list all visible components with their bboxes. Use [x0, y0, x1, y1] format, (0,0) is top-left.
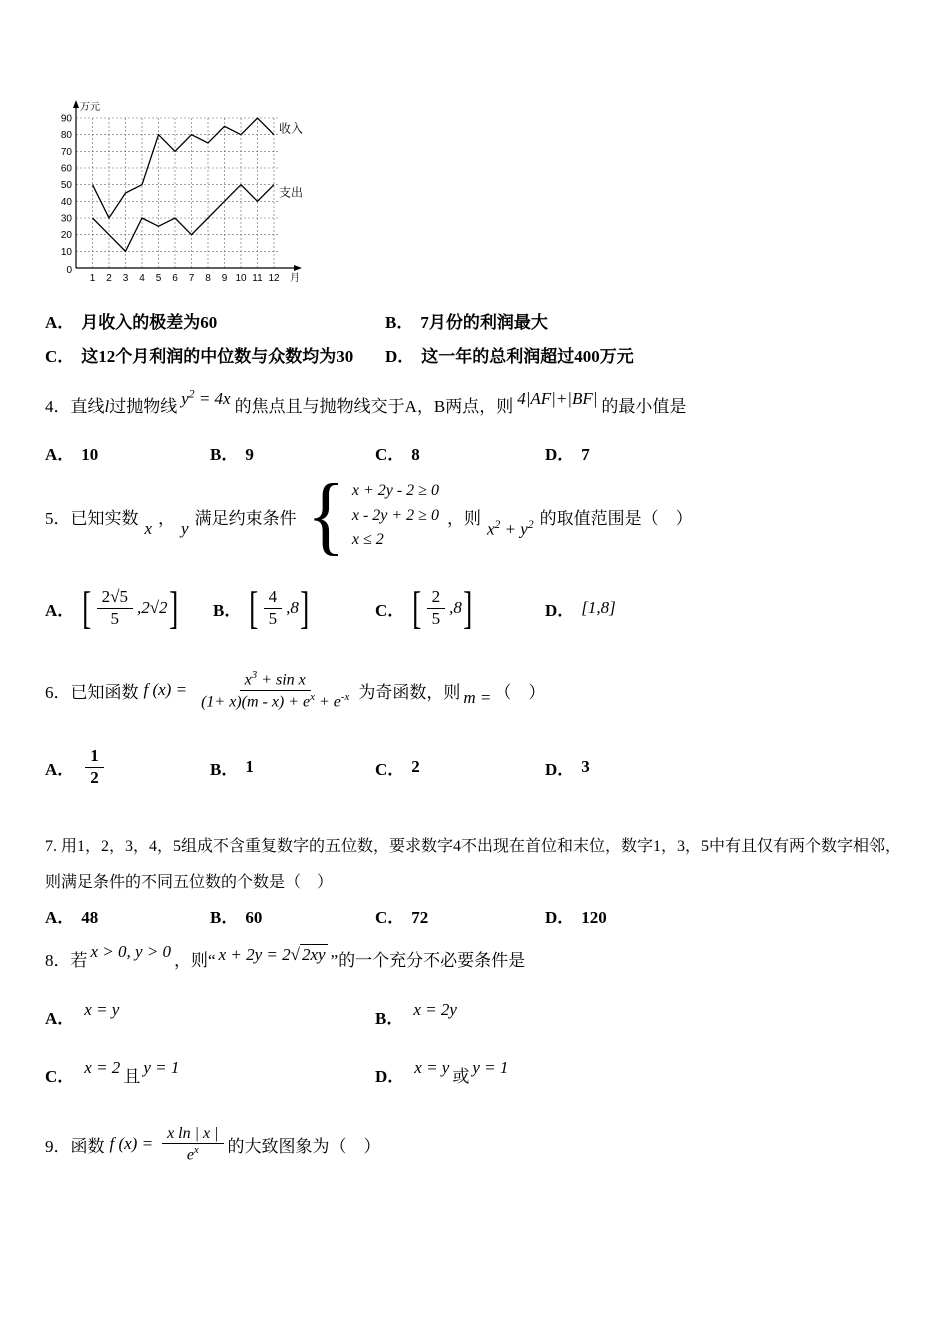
quoted-equation [219, 944, 328, 965]
condition-formula: x > 0, y > 0 [90, 942, 172, 961]
option-text: 9 [245, 445, 254, 464]
option-label: C． [45, 1066, 75, 1086]
system-lines [352, 479, 439, 553]
svg-text:40: 40 [60, 196, 72, 208]
svg-text:万元: 万元 [80, 102, 100, 113]
option-label: B． [210, 445, 239, 464]
option-label: A． [45, 445, 75, 464]
formula-part: + e [314, 692, 341, 710]
conjunction: 且 [123, 1066, 141, 1086]
fraction-denominator: 5 [110, 608, 120, 628]
fraction-denominator: 5 [268, 608, 278, 628]
question-8-stem [45, 938, 525, 978]
option-label: A． [45, 1008, 75, 1028]
svg-text:10: 10 [60, 246, 72, 258]
svg-text:0: 0 [66, 265, 72, 276]
left-bracket: [ [412, 582, 422, 633]
superscript: 3 [251, 668, 258, 681]
option-label: D． [375, 1066, 405, 1086]
interval-rest: ,8 [286, 598, 299, 617]
formula-part: = 4x [194, 389, 231, 408]
stem-text: 为奇函数，则 [358, 682, 461, 702]
svg-text:11: 11 [252, 273, 263, 284]
variable-m: m = [463, 688, 492, 707]
interval-text: [1,8] [581, 598, 616, 617]
fraction-numerator: 4 [264, 587, 283, 608]
option-label: C． [375, 445, 405, 464]
question-4-stem [45, 387, 687, 417]
fraction [427, 587, 446, 629]
question-7-option-b [210, 903, 262, 928]
stem-text: 过抛物线 [109, 397, 178, 416]
svg-text:50: 50 [60, 180, 72, 192]
option-label: C． [45, 347, 75, 366]
svg-text:月: 月 [290, 273, 300, 284]
objective-expression [487, 518, 534, 540]
fraction-denominator: 5 [431, 608, 441, 628]
question-4-option-b [210, 440, 254, 465]
fraction-numerator: 1 [85, 746, 104, 767]
option-text: 这一年的总利润超过400万元 [421, 347, 634, 366]
svg-text:30: 30 [60, 213, 72, 225]
svg-text:1: 1 [89, 273, 96, 284]
question-3-option-c [45, 342, 353, 367]
stem-text: 满足约束条件 [194, 508, 297, 528]
svg-text:20: 20 [60, 230, 72, 242]
option-formula: y = 1 [143, 1058, 180, 1077]
superscript: 2 [494, 518, 501, 532]
svg-text:10: 10 [235, 273, 247, 284]
svg-text:80: 80 [60, 130, 72, 142]
question-7-stem-line2: 则满足条件的不同五位数的个数是（ ） [45, 874, 334, 891]
option-label: A． [45, 600, 75, 620]
option-text: 72 [411, 908, 429, 927]
option-text: 8 [411, 445, 420, 464]
conjunction: 或 [452, 1066, 470, 1086]
option-text: 60 [245, 908, 263, 927]
option-label: A． [45, 313, 75, 332]
right-bracket: ] [299, 582, 310, 633]
variable-l: l [104, 397, 110, 416]
svg-text:3: 3 [122, 273, 129, 284]
svg-text:支出: 支出 [279, 185, 304, 200]
stem-text: ， [158, 508, 176, 528]
radicand: 2xy [301, 944, 326, 964]
option-label: A． [45, 759, 75, 779]
option-text: 3 [581, 757, 590, 776]
question-7-option-a [45, 903, 98, 928]
option-label: B． [375, 1008, 404, 1028]
option-label: D． [545, 759, 575, 779]
question-5-option-a [45, 580, 179, 636]
question-3-option-d [385, 342, 634, 367]
option-text: 7 [581, 445, 590, 464]
question-5-option-b [213, 580, 310, 636]
svg-text:5: 5 [155, 273, 162, 284]
parabola-formula [181, 389, 230, 408]
option-label: B． [210, 759, 239, 779]
superscript: -x [340, 690, 350, 703]
target-expression: 4|AF|+|BF| [517, 389, 598, 408]
fraction-denominator [182, 1144, 204, 1165]
question-9-stem [45, 1115, 381, 1173]
superscript: 2 [527, 518, 534, 532]
option-formula: x = 2 [84, 1058, 121, 1077]
formula-part: e [186, 1146, 194, 1164]
option-label: D． [545, 600, 575, 620]
option-label: C． [375, 600, 405, 620]
option-text: 48 [81, 908, 99, 927]
option-label: B． [385, 313, 414, 332]
svg-text:70: 70 [60, 146, 72, 158]
option-text: 10 [81, 445, 99, 464]
question-4-option-d [545, 440, 590, 465]
fraction-numerator: 2√5 [97, 587, 133, 608]
right-bracket: ] [168, 582, 178, 633]
option-label: D． [545, 908, 575, 927]
chart-canvas [40, 98, 350, 294]
option-label: B． [210, 908, 239, 927]
option-text: 这12个月利润的中位数与众数均为30 [81, 347, 354, 366]
option-formula: x = 2y [413, 1000, 457, 1019]
function-name: f (x) = [109, 1134, 154, 1153]
option-formula: x = y [84, 1000, 120, 1019]
question-3-option-b [385, 308, 548, 333]
superscript: x [310, 690, 315, 703]
stem-text: 的最小值是 [601, 397, 687, 416]
option-label: D． [545, 445, 575, 464]
svg-text:9: 9 [221, 273, 228, 284]
question-6-option-c [375, 742, 420, 792]
fraction [85, 746, 104, 788]
question-6-option-b [210, 742, 254, 792]
fraction-denominator: 2 [90, 767, 99, 787]
question-5-option-d [545, 580, 616, 636]
question-8-option-a [45, 998, 122, 1034]
variable-x: x [144, 519, 153, 538]
equation-left: x + 2y = 2 [218, 944, 291, 964]
interval-rest: ,2√2 [136, 598, 168, 617]
question-3-option-a [45, 308, 217, 333]
option-label: B． [213, 600, 242, 620]
svg-text:7: 7 [188, 273, 195, 284]
option-text: 2 [411, 757, 420, 776]
formula-part: x [244, 671, 252, 689]
question-7-stem-line1: 7. 用1，2，3，4，5组成不含重复数字的五位数，要求数字4不出现在首位和末位，数字1，3，5中有且仅有两个数字相邻， [45, 838, 902, 855]
stem-text: ，则 [446, 508, 481, 528]
fraction-numerator: 2 [427, 587, 446, 608]
function-fraction [196, 669, 354, 711]
formula-part: + sin x [257, 671, 306, 689]
option-text: 120 [581, 908, 607, 927]
variable-y: y [181, 519, 189, 538]
stem-text: ，则“ [174, 950, 216, 970]
option-label: C． [375, 908, 405, 927]
interval-rest: ,8 [449, 598, 462, 617]
question-8-option-c [45, 1056, 182, 1092]
stem-text: 的焦点且与抛物线交于A，B两点，则 [234, 397, 514, 416]
question-7-option-d [545, 903, 607, 928]
question-6-option-d [545, 742, 590, 792]
svg-text:4: 4 [139, 273, 145, 284]
income-expense-line-chart [40, 98, 350, 299]
right-bracket: ] [462, 582, 473, 633]
stem-text: 6．已知函数 [45, 682, 139, 702]
stem-text: 的取值范围是（ ） [539, 508, 693, 528]
formula-part: + y [500, 519, 528, 539]
svg-text:6: 6 [172, 273, 178, 284]
function-name: f (x) = [143, 680, 188, 699]
formula-part: x [486, 519, 495, 539]
svg-text:8: 8 [205, 273, 211, 284]
question-7-option-c [375, 903, 428, 928]
question-6-stem [45, 658, 545, 722]
svg-text:2: 2 [106, 273, 112, 284]
svg-text:90: 90 [60, 113, 72, 125]
answer-parentheses: （ ） [494, 682, 546, 702]
option-text: 1 [245, 757, 254, 776]
question-6-option-a [45, 742, 108, 792]
fraction [97, 587, 133, 629]
svg-text:60: 60 [60, 163, 72, 175]
question-4-option-a [45, 440, 98, 465]
svg-text:收入: 收入 [279, 121, 304, 136]
superscript: x [193, 1143, 199, 1156]
inequality-2: x - 2y + 2 ≥ 0 [351, 506, 439, 524]
fraction-numerator [240, 669, 311, 691]
sqrt-symbol: √ [290, 944, 300, 964]
formula-part: y [181, 389, 189, 408]
stem-text: 8．若 [45, 950, 88, 970]
question-8-option-b [375, 998, 460, 1034]
formula-part: (1+ x)(m - x) + e [201, 692, 311, 710]
stem-text: ”的一个充分不必要条件是 [330, 950, 526, 970]
option-formula: x = y [414, 1058, 450, 1077]
question-5-stem [45, 468, 693, 564]
fraction-denominator [196, 691, 354, 712]
option-label: D． [385, 347, 415, 366]
stem-text: 的大致图象为（ ） [227, 1136, 381, 1156]
superscript: 2 [188, 387, 195, 401]
question-4-option-c [375, 440, 420, 465]
inequality-3: x ≤ 2 [351, 531, 384, 549]
left-bracket: [ [249, 582, 259, 633]
stem-text: 4．直线 [45, 397, 105, 416]
inequality-system [305, 467, 439, 565]
svg-text:12: 12 [268, 273, 280, 284]
option-formula: y = 1 [472, 1058, 509, 1077]
fraction-numerator: x ln | x | [162, 1124, 223, 1144]
option-label: A． [45, 908, 75, 927]
option-text: 7月份的利润最大 [420, 313, 548, 332]
left-bracket: [ [82, 582, 92, 633]
inequality-1: x + 2y - 2 ≥ 0 [351, 481, 439, 499]
stem-text: 9．函数 [45, 1136, 105, 1156]
fraction [264, 587, 283, 629]
option-label: C． [375, 759, 405, 779]
option-text: 月收入的极差为60 [81, 313, 218, 332]
stem-text: 5．已知实数 [45, 508, 139, 528]
system-brace: { [306, 467, 345, 565]
question-8-option-d [375, 1056, 511, 1092]
question-5-option-c [375, 580, 473, 636]
function-fraction [162, 1124, 223, 1165]
